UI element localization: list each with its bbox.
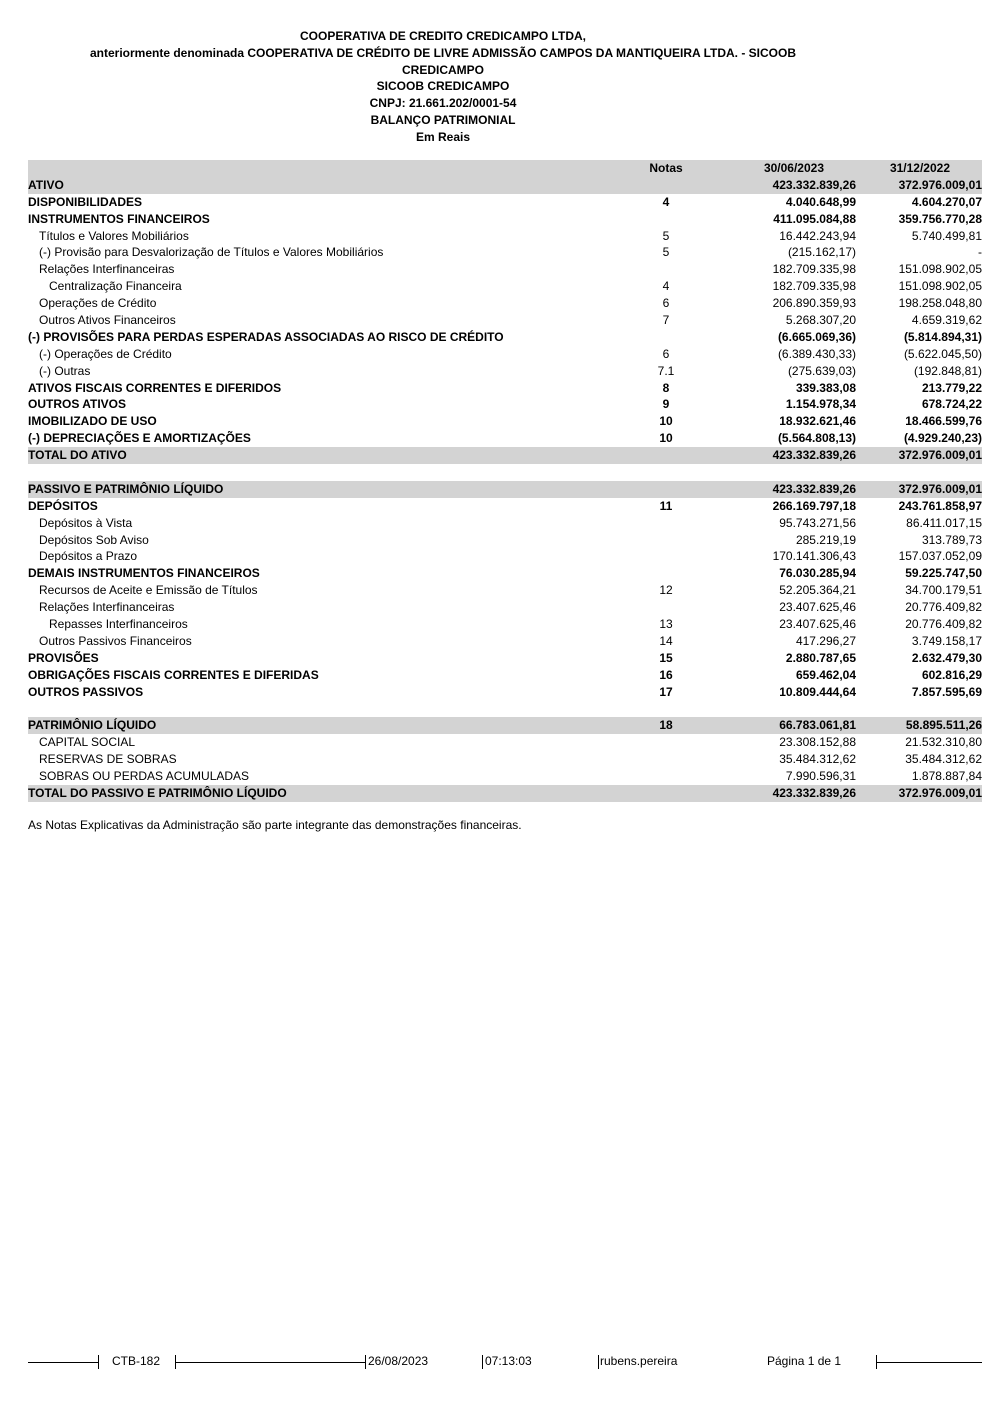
row-label: PATRIMÔNIO LÍQUIDO	[28, 718, 157, 733]
row-value-2023: 7.990.596,31	[785, 769, 856, 784]
row-value-2023: 23.407.625,46	[779, 600, 856, 615]
table-row	[28, 346, 982, 363]
currency-unit: Em Reais	[415, 129, 471, 144]
row-value-2023: (5.564.808,13)	[777, 431, 856, 446]
footer-code: CTB-182	[112, 1354, 161, 1368]
row-value-2023: 10.809.444,64	[779, 684, 856, 699]
table-row	[28, 582, 982, 599]
row-value-2023: 285.219,19	[795, 532, 856, 547]
period2-header: 31/12/2022	[889, 161, 950, 175]
table-row	[28, 295, 982, 312]
row-value-2022: 602.816,29	[921, 667, 982, 682]
row-value-2023: 18.932.621,46	[779, 414, 856, 429]
row-label: RESERVAS DE SOBRAS	[39, 752, 177, 767]
row-value-2022: 4.604.270,07	[911, 194, 982, 209]
table-row	[28, 565, 982, 582]
table-row	[28, 633, 982, 650]
row-label: IMOBILIZADO DE USO	[28, 414, 157, 429]
row-value-2023: 1.154.978,34	[785, 397, 856, 412]
row-label: DISPONIBILIDADES	[28, 194, 143, 209]
table-row	[28, 430, 982, 447]
row-value-2022: 3.749.158,17	[911, 633, 982, 648]
row-label: (-) PROVISÕES PARA PERDAS ESPERADAS ASSOCIADAS AO RISCO DE CRÉDITO	[28, 329, 504, 344]
table-row	[28, 498, 982, 515]
notes-header: Notas	[649, 161, 683, 175]
brand-name: SICOOB CREDICAMPO	[376, 79, 510, 94]
row-value-2022: -	[978, 245, 982, 260]
document-header	[28, 28, 858, 146]
row-value-2023: 23.407.625,46	[779, 617, 856, 632]
former-name: anteriormente denominada COOPERATIVA DE CRÉDITO DE LIVRE ADMISSÃO CAMPOS DA MANTIQUEIRA LTDA. - SICOOB	[89, 45, 797, 60]
row-notes: 12	[659, 583, 673, 598]
row-value-2023: 4.040.648,99	[785, 194, 856, 209]
row-label: Depósitos a Prazo	[39, 549, 138, 564]
row-value-2022: 34.700.179,51	[905, 583, 982, 598]
table-row	[28, 261, 982, 278]
row-notes: 8	[662, 380, 670, 395]
row-value-2022: 359.756.770,28	[898, 211, 982, 226]
table-row	[28, 329, 982, 346]
footer-user: rubens.pereira	[600, 1354, 678, 1368]
row-value-2023: 35.484.312,62	[779, 752, 856, 767]
row-label: Repasses Interfinanceiros	[49, 617, 188, 632]
row-label: Depósitos à Vista	[39, 515, 133, 530]
row-value-2023: 659.462,04	[795, 667, 856, 682]
row-value-2023: 417.296,27	[795, 633, 856, 648]
table-row	[28, 228, 982, 245]
row-label: PROVISÕES	[28, 650, 99, 665]
row-label: Recursos de Aceite e Emissão de Títulos	[39, 583, 258, 598]
footer-page: Página 1 de 1	[767, 1354, 842, 1368]
table-row	[28, 768, 982, 785]
row-notes: 6	[662, 346, 670, 361]
row-value-2023: 170.141.306,43	[772, 549, 856, 564]
footer-tick	[365, 1355, 366, 1369]
table-row	[28, 548, 982, 565]
company-name: COOPERATIVA DE CREDITO CREDICAMPO LTDA,	[299, 29, 586, 43]
row-value-2022: 157.037.052,09	[898, 549, 982, 564]
row-label: PASSIVO E PATRIMÔNIO LÍQUIDO	[28, 481, 224, 496]
period1-header: 30/06/2023	[763, 161, 824, 175]
table-row	[28, 734, 982, 751]
row-label: (-) Provisão para Desvalorização de Títulos e Valores Mobiliários	[39, 245, 384, 260]
row-label: (-) DEPRECIAÇÕES E AMORTIZAÇÕES	[28, 431, 251, 446]
row-notes: 6	[662, 296, 670, 311]
table-row	[28, 515, 982, 532]
row-label: ATIVO	[28, 177, 64, 192]
table-row	[28, 785, 982, 802]
balance-sheet-table	[28, 160, 982, 802]
row-value-2023: 423.332.839,26	[772, 177, 856, 192]
row-value-2022: 86.411.017,15	[906, 515, 982, 530]
row-value-2022: 151.098.902,05	[898, 262, 982, 277]
cnpj: CNPJ: 21.661.202/0001-54	[369, 96, 517, 111]
row-notes: 5	[662, 245, 670, 260]
row-label: Títulos e Valores Mobiliários	[39, 228, 189, 243]
row-value-2022: 372.976.009,01	[898, 785, 982, 800]
row-value-2023: 339.383,08	[795, 380, 856, 395]
row-value-2022: 2.632.479,30	[911, 650, 982, 665]
row-value-2023: 206.890.359,93	[772, 296, 856, 311]
row-notes: 5	[662, 228, 670, 243]
row-notes: 4	[662, 194, 670, 209]
table-row	[28, 532, 982, 549]
row-value-2022: (5.814.894,31)	[903, 329, 982, 344]
row-value-2023: 182.709.335,98	[772, 262, 856, 277]
table-row	[28, 380, 982, 397]
table-row	[28, 413, 982, 430]
row-value-2023: 423.332.839,26	[772, 481, 856, 496]
row-label: Operações de Crédito	[39, 296, 157, 311]
row-value-2022: 5.740.499,81	[911, 228, 982, 243]
footer-tick	[482, 1355, 483, 1369]
row-label: Outros Passivos Financeiros	[39, 633, 192, 648]
row-notes: 7	[662, 313, 670, 328]
row-value-2022: (5.622.045,50)	[903, 346, 982, 361]
row-value-2023: 23.308.152,88	[779, 735, 856, 750]
row-value-2022: 58.895.511,26	[905, 718, 982, 733]
row-value-2023: 95.743.271,56	[779, 515, 856, 530]
row-label: ATIVOS FISCAIS CORRENTES E DIFERIDOS	[28, 380, 282, 395]
row-value-2022: 4.659.319,62	[911, 313, 982, 328]
row-value-2022: 20.776.409,82	[905, 617, 982, 632]
row-notes: 17	[659, 684, 673, 699]
table-body	[28, 177, 982, 802]
footer-rule	[876, 1362, 982, 1363]
row-value-2022: (4.929.240,23)	[903, 431, 982, 446]
row-value-2023: 266.169.797,18	[772, 498, 856, 513]
row-value-2023: 5.268.307,20	[785, 313, 856, 328]
row-value-2023: 423.332.839,26	[772, 785, 856, 800]
row-value-2022: 7.857.595,69	[911, 684, 982, 699]
table-row	[28, 244, 982, 261]
row-notes: 11	[659, 498, 673, 513]
row-notes: 14	[659, 633, 673, 648]
row-label: OUTROS ATIVOS	[28, 397, 127, 412]
footer-tick	[98, 1355, 99, 1369]
row-label: TOTAL DO PASSIVO E PATRIMÔNIO LÍQUIDO	[28, 785, 287, 800]
row-label: CAPITAL SOCIAL	[39, 735, 136, 750]
spacer-row	[28, 701, 982, 718]
table-header-row	[28, 160, 982, 177]
row-value-2022: (192.848,81)	[913, 363, 982, 378]
row-value-2023: 76.030.285,94	[779, 566, 856, 581]
row-value-2022: 678.724,22	[921, 397, 982, 412]
table-row	[28, 363, 982, 380]
row-label: Relações Interfinanceiras	[39, 600, 175, 615]
row-label: DEPÓSITOS	[28, 498, 98, 513]
row-notes: 7.1	[657, 363, 675, 378]
table-row	[28, 684, 982, 701]
table-row	[28, 667, 982, 684]
footer-date: 26/08/2023	[368, 1354, 429, 1368]
table-row	[28, 194, 982, 211]
row-value-2023: 411.095.084,88	[773, 211, 856, 226]
spacer-row	[28, 464, 982, 481]
row-value-2023: (6.665.069,36)	[777, 329, 856, 344]
table-row	[28, 396, 982, 413]
row-label: Relações Interfinanceiras	[39, 262, 175, 277]
footer-rule	[175, 1362, 365, 1363]
row-notes: 18	[659, 718, 673, 733]
footer-time: 07:13:03	[485, 1354, 532, 1368]
table-row	[28, 312, 982, 329]
report-title: BALANÇO PATRIMONIAL	[370, 112, 516, 127]
row-value-2022: 213.779,22	[921, 380, 982, 395]
row-value-2022: 372.976.009,01	[898, 481, 982, 496]
row-value-2022: 18.466.599,76	[905, 414, 982, 429]
table-row	[28, 717, 982, 734]
footer-tick	[598, 1355, 599, 1369]
row-notes: 13	[659, 617, 673, 632]
footnote: As Notas Explicativas da Administração são parte integrante das demonstrações financeiras.	[28, 818, 522, 832]
row-value-2022: 21.532.310,80	[905, 735, 982, 750]
row-label: TOTAL DO ATIVO	[28, 448, 127, 463]
row-value-2023: (275.639,03)	[787, 363, 856, 378]
former-name-cont: CREDICAMPO	[401, 62, 484, 77]
row-value-2023: 423.332.839,26	[772, 448, 856, 463]
row-value-2023: (215.162,17)	[787, 245, 856, 260]
row-value-2022: 372.976.009,01	[898, 448, 982, 463]
row-notes: 9	[662, 397, 670, 412]
row-label: Centralização Financeira	[49, 279, 182, 294]
footer-rule	[28, 1362, 98, 1363]
table-row	[28, 481, 982, 498]
row-label: (-) Operações de Crédito	[39, 346, 172, 361]
table-row	[28, 650, 982, 667]
row-value-2022: 151.098.902,05	[898, 279, 982, 294]
page-footer	[28, 1352, 982, 1372]
row-label: OBRIGAÇÕES FISCAIS CORRENTES E DIFERIDAS	[28, 667, 319, 682]
row-value-2022: 59.225.747,50	[905, 566, 982, 581]
row-value-2023: 52.205.364,21	[779, 583, 856, 598]
row-value-2022: 20.776.409,82	[905, 600, 982, 615]
table-row	[28, 616, 982, 633]
row-value-2023: 16.442.243,94	[779, 228, 856, 243]
table-row	[28, 447, 982, 464]
row-value-2022: 313.789,73	[921, 532, 982, 547]
row-notes: 4	[662, 279, 670, 294]
row-notes: 16	[659, 667, 673, 682]
row-notes: 10	[659, 414, 673, 429]
row-notes: 10	[659, 431, 673, 446]
row-value-2022: 243.761.858,97	[898, 498, 982, 513]
row-label: SOBRAS OU PERDAS ACUMULADAS	[39, 769, 250, 784]
row-label: Depósitos Sob Aviso	[39, 532, 149, 547]
row-value-2022: 372.976.009,01	[898, 177, 982, 192]
row-label: (-) Outras	[39, 363, 91, 378]
row-label: Outros Ativos Financeiros	[39, 313, 176, 328]
row-label: INSTRUMENTOS FINANCEIROS	[28, 211, 210, 226]
row-value-2023: 66.783.061,81	[779, 718, 856, 733]
row-value-2023: (6.389.430,33)	[777, 346, 856, 361]
table-row	[28, 278, 982, 295]
row-value-2023: 182.709.335,98	[772, 279, 856, 294]
row-value-2022: 198.258.048,80	[898, 296, 982, 311]
row-notes: 15	[659, 650, 673, 665]
row-value-2022: 35.484.312,62	[905, 752, 982, 767]
row-label: OUTROS PASSIVOS	[28, 684, 144, 699]
row-value-2022: 1.878.887,84	[911, 769, 982, 784]
table-row	[28, 177, 982, 194]
row-value-2023: 2.880.787,65	[785, 650, 856, 665]
row-label: DEMAIS INSTRUMENTOS FINANCEIROS	[28, 566, 260, 581]
table-row	[28, 599, 982, 616]
table-row	[28, 751, 982, 768]
table-row	[28, 211, 982, 228]
